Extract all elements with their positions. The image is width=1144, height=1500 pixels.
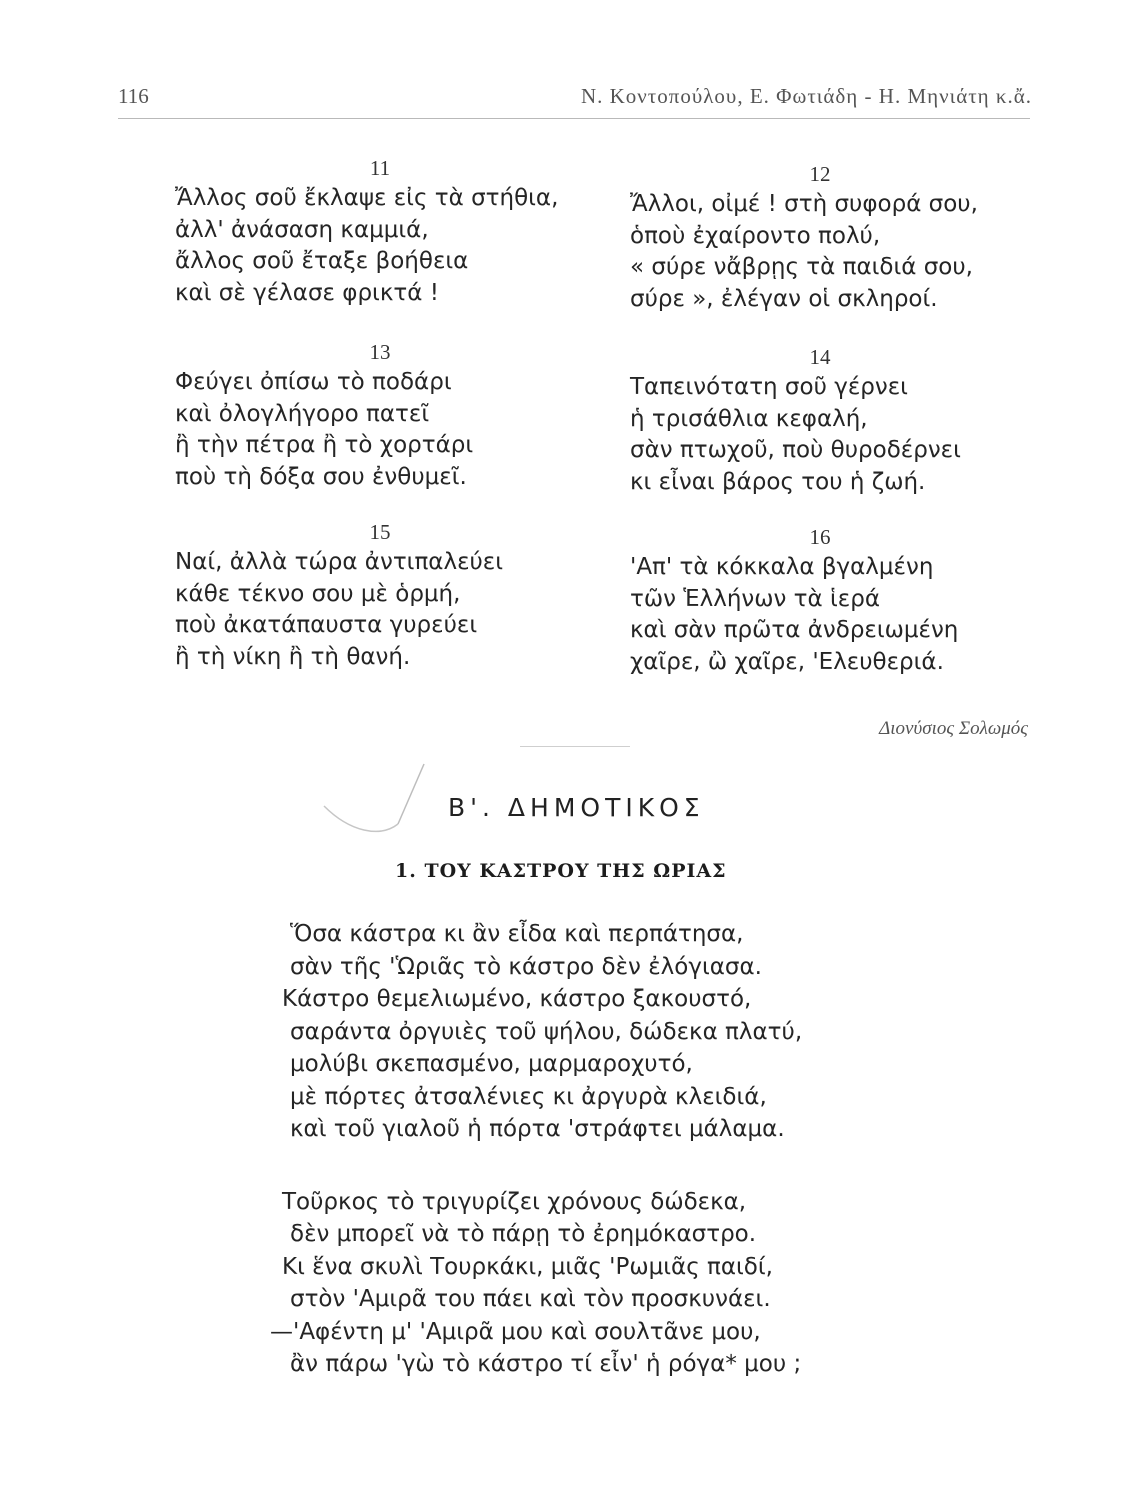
poem-title: 1. ΤΟΥ ΚΑΣΤΡΟΥ ΤΗΣ ΩΡΙΑΣ bbox=[395, 860, 727, 882]
poem-line: σὰν τῆς 'Ὡριᾶς τὸ κάστρο δὲν ἐλόγιασα. bbox=[290, 953, 762, 980]
poem-line: στὸν 'Αμιρᾶ του πάει καὶ τὸν προσκυνάει. bbox=[290, 1286, 771, 1312]
verse-line: Ἄλλοι, οἰμέ ! στὴ συφορά σου, bbox=[630, 191, 978, 217]
stanza-number: 11 bbox=[369, 156, 391, 180]
stanza-13 bbox=[175, 340, 615, 493]
poem-line: —'Αφέντη μ' 'Αμιρᾶ μου καὶ σουλτᾶνε μου, bbox=[270, 1318, 761, 1345]
stanza-12 bbox=[630, 162, 1070, 315]
header-rule bbox=[118, 118, 1030, 119]
verse-line: κάθε τέκνο σου μὲ ὁρμή, bbox=[175, 580, 461, 607]
verse-line: ποὺ ἀκατάπαυστα γυρεύει bbox=[175, 612, 478, 638]
poem-line: Κι ἕνα σκυλὶ Τουρκάκι, μιᾶς 'Ρωμιᾶς παιδί, bbox=[282, 1253, 773, 1280]
poem-line: δὲν μπορεῖ νὰ τὸ πάρῃ τὸ ἐρημόκαστρο. bbox=[290, 1221, 757, 1247]
verse-line: ἡ τρισάθλια κεφαλή, bbox=[630, 405, 868, 432]
stanza-16 bbox=[630, 525, 1070, 678]
verse-line: « σύρε νἄβρῃς τὰ παιδιά σου, bbox=[630, 254, 973, 280]
verse-line: ἢ τὴν πέτρα ἢ τὸ χορτάρι bbox=[175, 432, 474, 458]
poem-line: καὶ τοῦ γιαλοῦ ἡ πόρτα 'στράφτει μάλαμα. bbox=[290, 1116, 785, 1142]
page-number: 116 bbox=[118, 84, 149, 108]
stanza-15 bbox=[175, 520, 615, 673]
stanza-number: 15 bbox=[369, 520, 391, 544]
stanza-number: 13 bbox=[369, 340, 391, 364]
verse-line: τῶν Ἑλλήνων τὰ ἱερά bbox=[630, 585, 880, 612]
stanza-14 bbox=[630, 345, 1070, 498]
stanza-number: 16 bbox=[809, 525, 831, 549]
stanza-number: 14 bbox=[809, 345, 831, 369]
verse-line: 'Απ' τὰ κόκκαλα βγαλμένη bbox=[630, 554, 934, 580]
poem-line: μολύβι σκεπασμένο, μαρμαροχυτό, bbox=[290, 1051, 693, 1077]
verse-line: Ἄλλος σοῦ ἔκλαψε εἰς τὰ στήθια, bbox=[175, 185, 559, 211]
section-title: Β'. ΔΗΜΟΤΙΚΟΣ bbox=[448, 793, 705, 822]
verse-line: καὶ σὲ γέλασε φρικτά ! bbox=[175, 279, 439, 306]
verse-line: ὁποὺ ἐχαίροντο πολύ, bbox=[630, 222, 881, 249]
verse-line: καὶ ὀλογλήγορο πατεῖ bbox=[175, 400, 430, 427]
verse-line: ἄλλος σοῦ ἔταξε βοήθεια bbox=[175, 248, 469, 274]
verse-line: κι εἶναι βάρος του ἡ ζωή. bbox=[630, 468, 926, 495]
verse-line: Ναί, ἀλλὰ τώρα ἀντιπαλεύει bbox=[175, 549, 504, 575]
verse-line: Φεύγει ὀπίσω τὸ ποδάρι bbox=[175, 369, 452, 395]
stanza-gap bbox=[270, 1146, 970, 1186]
poem-line: ἂν πάρω 'γὼ τὸ κάστρο τί εἶν' ἡ ρόγα* μου ; bbox=[290, 1351, 802, 1377]
poem-line: Κάστρο θεμελιωμένο, κάστρο ξακουστό, bbox=[282, 986, 752, 1012]
verse-line: ἀλλ' ἀνάσαση καμμιά, bbox=[175, 216, 429, 243]
verse-line: Ταπεινότατη σοῦ γέρνει bbox=[630, 374, 908, 400]
poem-line: Ὅσα κάστρα κι ἂν εἶδα καὶ περπάτησα, bbox=[290, 921, 744, 947]
separator-rule bbox=[520, 746, 630, 747]
pencil-mark-decoration bbox=[320, 762, 430, 840]
poem-line: σαράντα ὀργυιὲς τοῦ ψήλου, δώδεκα πλατύ, bbox=[290, 1018, 803, 1045]
verse-line: σὰν πτωχοῦ, ποὺ θυροδέρνει bbox=[630, 437, 961, 463]
verse-line: ποὺ τὴ δόξα σου ἐνθυμεῖ. bbox=[175, 463, 467, 490]
stanza-number: 12 bbox=[809, 162, 831, 186]
verse-line: καὶ σὰν πρῶτα ἀνδρειωμένη bbox=[630, 617, 959, 643]
verse-line: σύρε », ἐλέγαν οἱ σκληροί. bbox=[630, 285, 938, 312]
running-header-title: Ν. Κοντοπούλου, Ε. Φωτιάδη - Η. Μηνιάτη κ.ἄ. bbox=[580, 84, 1032, 108]
verse-line: ἢ τὴ νίκη ἢ τὴ θανή. bbox=[175, 643, 411, 670]
verse-line: χαῖρε, ὢ χαῖρε, 'Ελευθεριά. bbox=[630, 648, 944, 675]
stanza-11 bbox=[175, 156, 615, 309]
poem-body bbox=[270, 918, 970, 1381]
poem-line: μὲ πόρτες ἀτσαλένιες κι ἀργυρὰ κλειδιά, bbox=[290, 1083, 767, 1110]
author-signature: Διονύσιος Σολωμός bbox=[879, 718, 1028, 739]
poem-line: Τοῦρκος τὸ τριγυρίζει χρόνους δώδεκα, bbox=[282, 1188, 747, 1215]
